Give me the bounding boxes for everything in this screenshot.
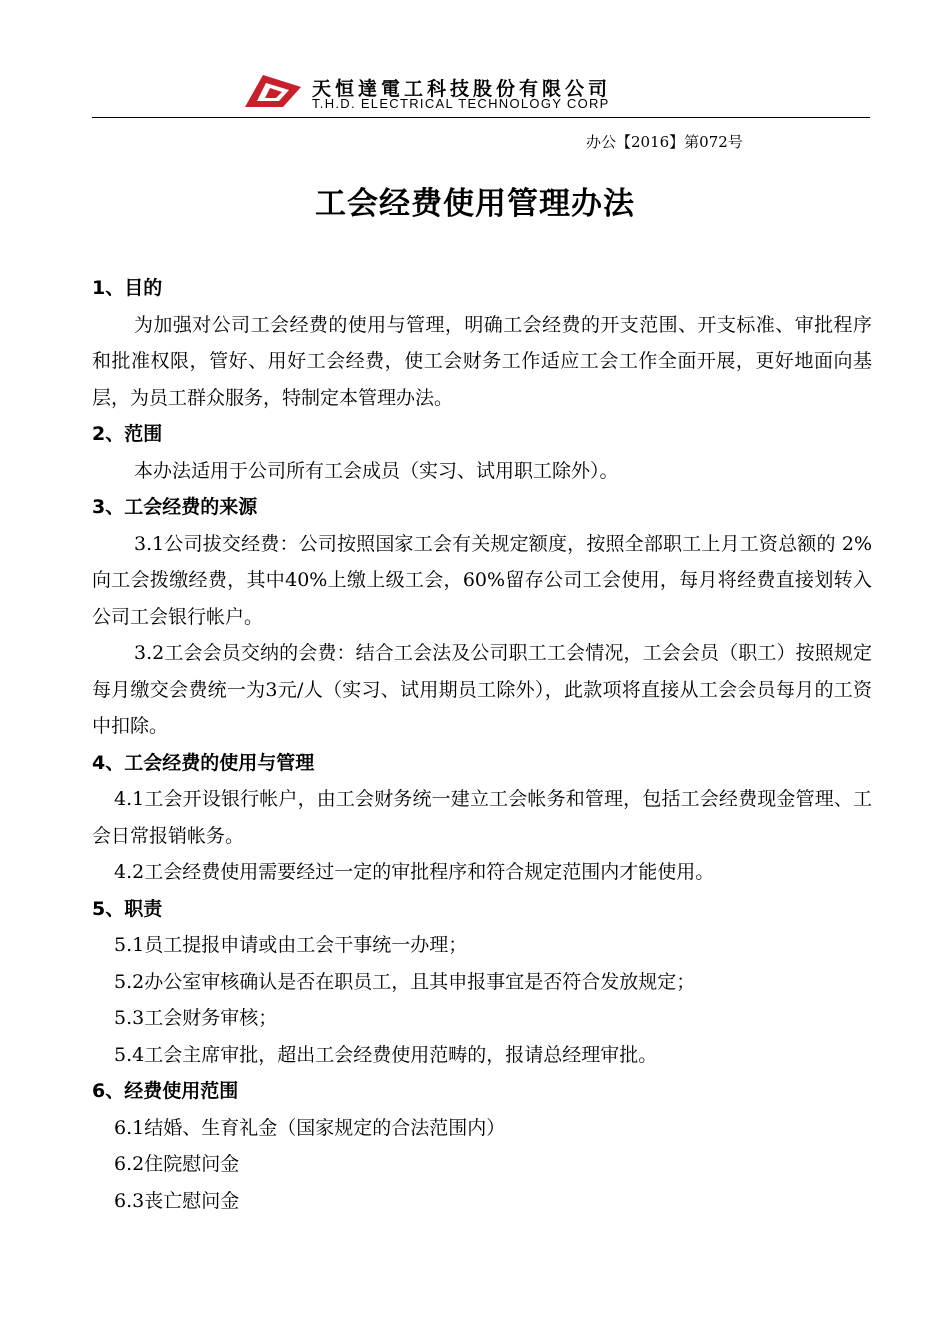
page-title: 工会经费使用管理办法 [315,186,635,222]
list-item: 5.4工会主席审批，超出工会经费使用范畴的，报请总经理审批。 [114,1043,658,1066]
list-item: 6.1结婚、生育礼金（国家规定的合法范围内） [114,1116,506,1139]
company-name-cn: 天恒達電工科技股份有限公司 [312,78,612,100]
section-heading-purpose: 1、目的 [92,277,163,299]
paragraph: 4.2工会经费使用需要经过一定的审批程序和符合规定范围内才能使用。 [114,861,715,883]
list-item: 5.3工会财务审核； [114,1007,278,1029]
company-name-en: T.H.D. ELECTRICAL TECHNOLOGY CORP [312,96,610,111]
paragraph: 3.2工会会员交纳的会费：结合工会法及公司职工工会情况，工会会员（职工）按照规定每月缴交会费统一为3元/人（实习、试用期员工除外），此款项将直接从工会会员每月的工资中扣除。 [92,642,872,737]
section-heading-duties: 5、职责 [92,897,163,920]
list-item: 6.2住院慰问金 [114,1153,240,1175]
section-heading-range: 6、经费使用范围 [92,1080,239,1102]
paragraph: 4.1工会开设银行帐户，由工会财务统一建立工会帐务和管理，包括工会经费现金管理、工会日常报销帐务。 [92,788,872,847]
list-item: 6.3丧亡慰问金 [114,1189,240,1212]
header-divider [92,117,870,118]
document-number: 办公【2016】第072号 [586,133,743,151]
section-heading-scope: 2、范围 [92,423,163,445]
document-body [92,270,872,1219]
list-item: 5.2办公室审核确认是否在职员工，且其申报事宜是否符合发放规定； [114,970,696,993]
list-item: 5.1员工提报申请或由工会干事统一办理； [114,934,468,956]
section-heading-usage: 4、工会经费的使用与管理 [92,751,315,774]
paragraph: 为加强对公司工会经费的使用与管理，明确工会经费的开支范围、开支标准、审批程序和批准权限，管好、用好工会经费，使工会财务工作适应工会工作全面开展，更好地面向基层，为员工群众服务，特制定本管理办法。 [92,313,872,409]
triangle-logo-icon [243,73,303,109]
section-heading-source: 3、工会经费的来源 [92,496,258,518]
paragraph: 3.1公司拔交经费：公司按照国家工会有关规定额度，按照全部职工上月工资总额的 2% 向工会拨缴经费，其中40%上缴上级工会，60%留存公司工会使用，每月将经费直接划转入公司工会银行帐户。 [92,532,872,628]
paragraph: 本办法适用于公司所有工会成员（实习、试用职工除外）。 [134,459,619,482]
